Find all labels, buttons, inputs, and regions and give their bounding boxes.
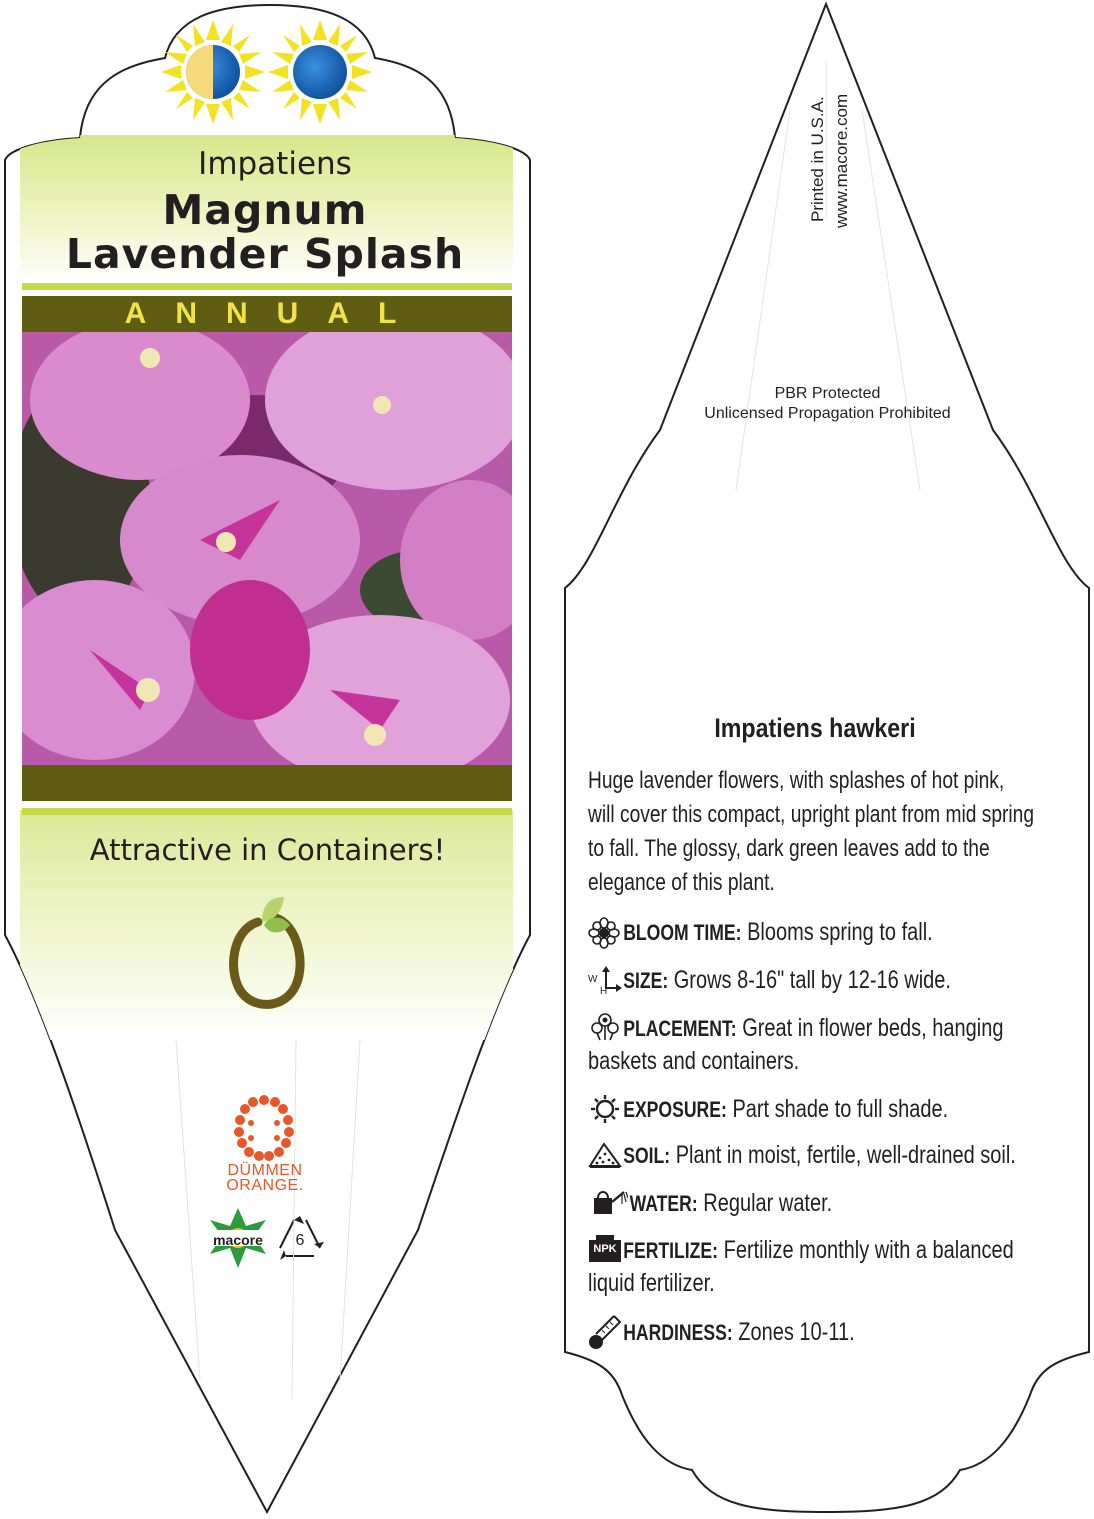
common-name: Impatiens	[198, 146, 352, 182]
variety-name-line2: Lavender Splash	[65, 230, 465, 278]
care-size: SIZE: Grows 8-16" tall by 12-16 wide.	[623, 966, 951, 994]
flower-icon	[588, 917, 620, 949]
brand-name	[205, 1163, 325, 1193]
description-block	[588, 764, 1036, 900]
variety-name-line1: Magnum	[162, 186, 368, 234]
care-exposure: EXPOSURE: Part shade to full shade.	[623, 1095, 949, 1123]
thermometer-icon	[588, 1314, 622, 1350]
website-label: www.macore.com	[832, 93, 851, 228]
brand-name-line2: ORANGE.	[226, 1177, 304, 1194]
pbr-line1: PBR Protected	[774, 385, 881, 402]
plant-description: Huge lavender flowers, with splashes of hot pink, will cover this compact, upright plant from mid spring to fall. The glossy, dark green leaves add to the elegance of this plant.	[588, 767, 1035, 896]
size-icon-h: H	[600, 986, 608, 997]
soil-icon	[588, 1140, 622, 1170]
watering-can-icon	[588, 1186, 628, 1220]
recycle-code: 6	[295, 1232, 305, 1249]
sun-exposure-icon	[590, 1094, 620, 1124]
printer-logo-text: macore	[213, 1232, 263, 1248]
tagline: Attractive in Containers!	[89, 833, 446, 867]
fertilizer-icon-text: NPK	[593, 1243, 617, 1255]
botanical-name: Impatiens hawkeri	[714, 713, 916, 743]
care-fertilize: FERTILIZE: Fertilize monthly with a balanced liquid fertilizer.	[588, 1236, 1014, 1297]
care-hardiness: HARDINESS: Zones 10-11.	[623, 1318, 855, 1346]
pbr-notice	[660, 384, 995, 424]
flower-photo	[0, 310, 540, 785]
brand-name-line1: DÜMMEN	[227, 1162, 303, 1179]
care-water: WATER: Regular water.	[629, 1189, 833, 1217]
care-placement: PLACEMENT: Great in flower beds, hanging baskets and containers.	[588, 1014, 1004, 1075]
pbr-line2: Unlicensed Propagation Prohibited	[704, 405, 951, 422]
size-icon-w: W	[588, 974, 598, 985]
printed-in-label: Printed in U.S.A.	[808, 96, 827, 222]
variety-name	[20, 188, 510, 276]
bottom-band	[22, 765, 512, 801]
care-soil: SOIL: Plant in moist, fertile, well-drained soil.	[623, 1141, 1016, 1169]
category-label: ANNUAL	[124, 297, 426, 330]
placement-icon	[590, 1012, 620, 1042]
full-shade-icon	[268, 20, 372, 124]
care-bloom-time: BLOOM TIME: Blooms spring to fall.	[623, 918, 933, 946]
part-sun-icon	[161, 20, 265, 124]
